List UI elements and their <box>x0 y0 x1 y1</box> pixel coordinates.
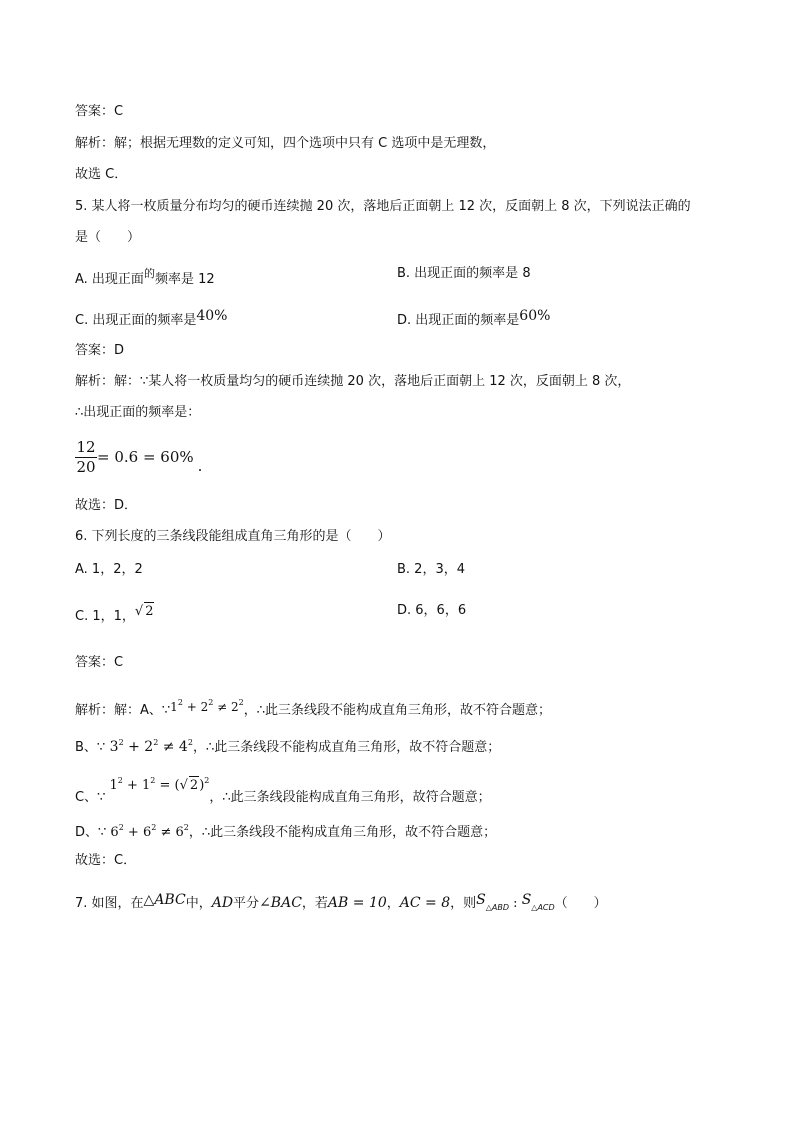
question-5-line2: 是（ ） <box>75 230 141 245</box>
explanation-q6-d: D、∵ $6^2 + 6^2 \ne 6^2$，∴此三条线段不能构成直角三角形，故不符合题意； <box>75 823 497 840</box>
fraction-denominator: 20 <box>76 458 96 476</box>
option-5a: A. 出现正面$^的$频率是 12 <box>75 267 215 287</box>
fraction-equation-rest: = 0.6 = 60% . <box>97 448 203 475</box>
conclusion-q6: 故选：C． <box>75 853 137 868</box>
option-6b: B. 2，3，4 <box>397 562 465 577</box>
explanation-q6-c: C、∵ $1^2 + 1^2$ = (√ 2)$^2$，∴此三条线段能构成直角三角形，故符合题意； <box>75 776 491 805</box>
option-6a: A. 1，2，2 <box>75 562 143 577</box>
fraction-numerator: 12 <box>76 438 96 456</box>
question-5-line1: 5. 某人将一枚质量分布均匀的硬币连续抛 20 次，落地后正面朝上 12 次，反面朝上 8 次，下列说法正确的 <box>75 199 691 214</box>
option-5c: C. 出现正面的频率是40% <box>75 308 228 328</box>
option-6c: C. 1，1，√ 2 <box>75 604 154 624</box>
option-6d: D. 6，6，6 <box>397 603 467 618</box>
explanation-q5-line2: ∴出现正面的频率是： <box>75 405 201 420</box>
answer-q6: 答案：C <box>75 655 124 670</box>
fraction <box>75 439 97 476</box>
option-5d: D. 出现正面的频率是60% <box>397 308 551 328</box>
explanation-q5-line1: 解析：解：∵某人将一枚质量均匀的硬币连续抛 20 次，落地后正面朝上 12 次，反面朝上 8 次， <box>75 374 631 389</box>
explanation-q6-a: 解析：解：A、$\because 1^2 + 2^2 \ne 2^2$，∴此三条线段不能构成直角三角形，故不符合题意； <box>75 698 552 718</box>
answer-q5: 答案：D <box>75 343 125 358</box>
question-6: 6. 下列长度的三条线段能组成直角三角形的是（ ） <box>75 529 391 544</box>
explanation-q4: 解析：解；根据无理数的定义可知，四个选项中只有 C 选项中是无理数， <box>75 136 496 151</box>
conclusion-q4: 故选 C． <box>75 167 128 182</box>
option-5b: B. 出现正面的频率是 8 <box>397 266 531 281</box>
question-7: 7. 如图，在△ABC中，AD平分∠BAC，若AB = 10，AC = 8，则$S_{\triangle ABD}$ : $S_{\triangle ACD}$（ ） <box>75 892 607 912</box>
answer-q4: 答案：C <box>75 104 124 119</box>
conclusion-q5: 故选：D． <box>75 498 138 513</box>
explanation-q6-b: B、∵ $3^2 + 2^2 \ne 4^2$，∴此三条线段不能构成直角三角形，故不符合题意； <box>75 738 501 755</box>
